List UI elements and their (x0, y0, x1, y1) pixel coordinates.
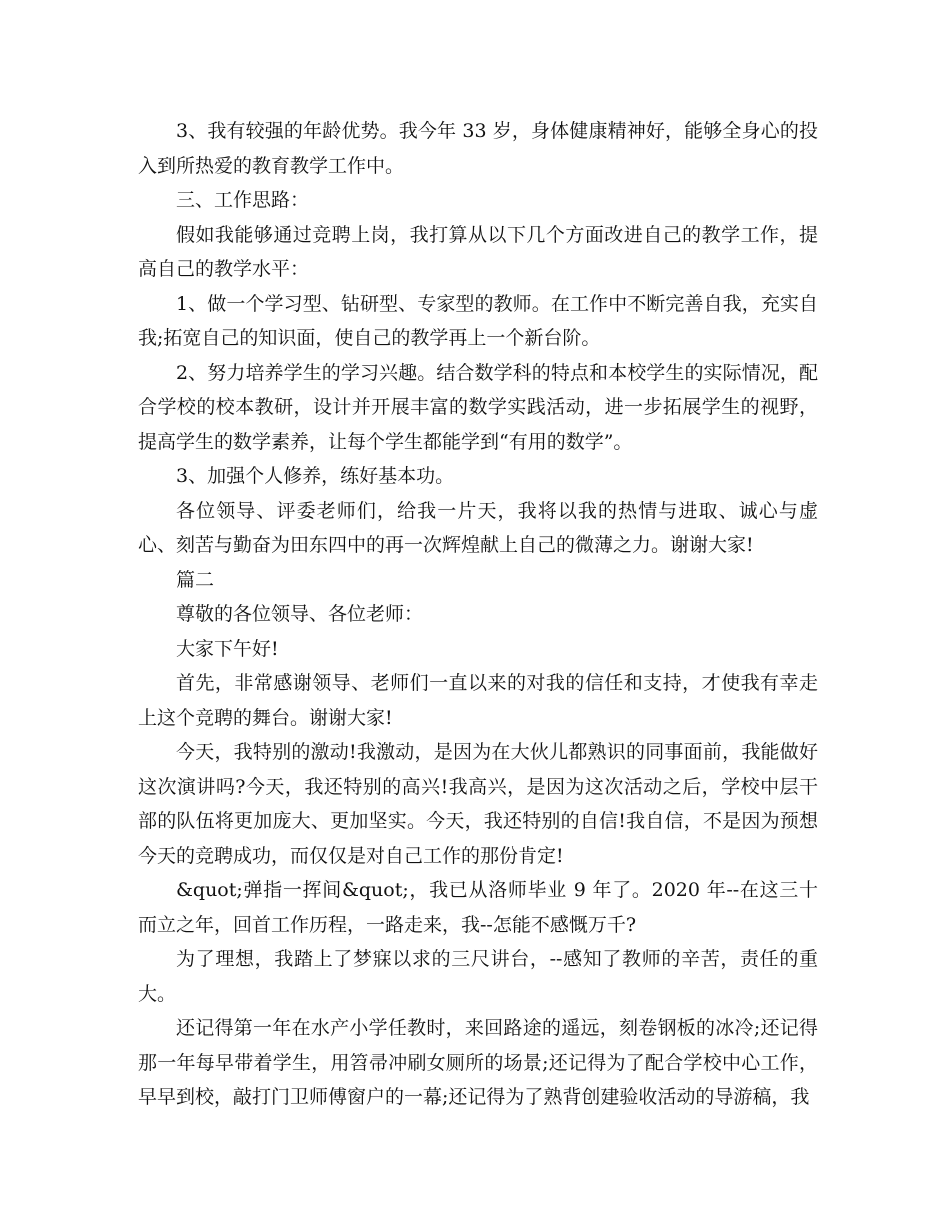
paragraph-salutation: 尊敬的各位领导、各位老师： (176, 603, 424, 625)
paragraph-plan-intro: 假如我能够通过竞聘上岗，我打算从以下几个方面改进自己的教学工作，提高自己的教学水平： (138, 223, 818, 280)
paragraph-ideal: 为了理想，我踏上了梦寐以求的三尺讲台，--感知了教师的辛苦，责任的重大。 (138, 948, 818, 1005)
paragraph-plan-1: 1、做一个学习型、钻研型、专家型的教师。在工作中不断完善自我，充实自我;拓宽自己的知识面，使自己的教学再上一个新台阶。 (138, 292, 818, 349)
section-title-part-two: 篇二 (176, 568, 215, 591)
paragraph-career-review: &quot;弹指一挥间&quot;，我已从洛师毕业 9 年了。2020 年--在这三十而立之年，回首工作历程，一路走来，我--怎能不感慨万千? (138, 879, 818, 936)
paragraph-memories: 还记得第一年在水产小学任教时，来回路途的遥远，刻卷钢板的冰冷;还记得那一年每早带着学生，用笤帚冲刷女厕所的场景;还记得为了配合学校中心工作，早早到校，敲打门卫师傅窗户的一幕;还记得为了熟背创建验收活动的导游稿，我 (138, 1017, 818, 1108)
paragraph-greeting: 大家下午好! (176, 637, 279, 660)
paragraph-thanks: 首先，非常感谢领导、老师们一直以来的对我的信任和支持，才使我有幸走上这个竞聘的舞台。谢谢大家! (138, 672, 818, 729)
document-body (138, 114, 818, 1115)
paragraph-feelings: 今天，我特别的激动!我激动，是因为在大伙儿都熟识的同事面前，我能做好这次演讲吗?今天，我还特别的高兴!我高兴，是因为这次活动之后，学校中层干部的队伍将更加庞大、更加坚实。今天，我还特别的自信!我自信，不是因为预想今天的竞聘成功，而仅仅是对自己工作的那份肯定! (138, 741, 818, 867)
paragraph-closing: 各位领导、评委老师们，给我一片天，我将以我的热情与进取、诚心与虚心、刻苦与勤奋为田东四中的再一次辉煌献上自己的微薄之力。谢谢大家! (138, 499, 818, 556)
heading-work-ideas: 三、工作思路： (176, 189, 310, 211)
paragraph-age-advantage: 3、我有较强的年龄优势。我今年 33 岁，身体健康精神好，能够全身心的投入到所热爱的教育教学工作中。 (138, 120, 818, 177)
paragraph-plan-2: 2、努力培养学生的学习兴趣。结合数学科的特点和本校学生的实际情况，配合学校的校本教研，设计并开展丰富的数学实践活动，进一步拓展学生的视野，提高学生的数学素养，让每个学生都能学到“有用的数学”。 (138, 361, 818, 453)
paragraph-plan-3: 3、加强个人修养，练好基本功。 (176, 465, 455, 487)
